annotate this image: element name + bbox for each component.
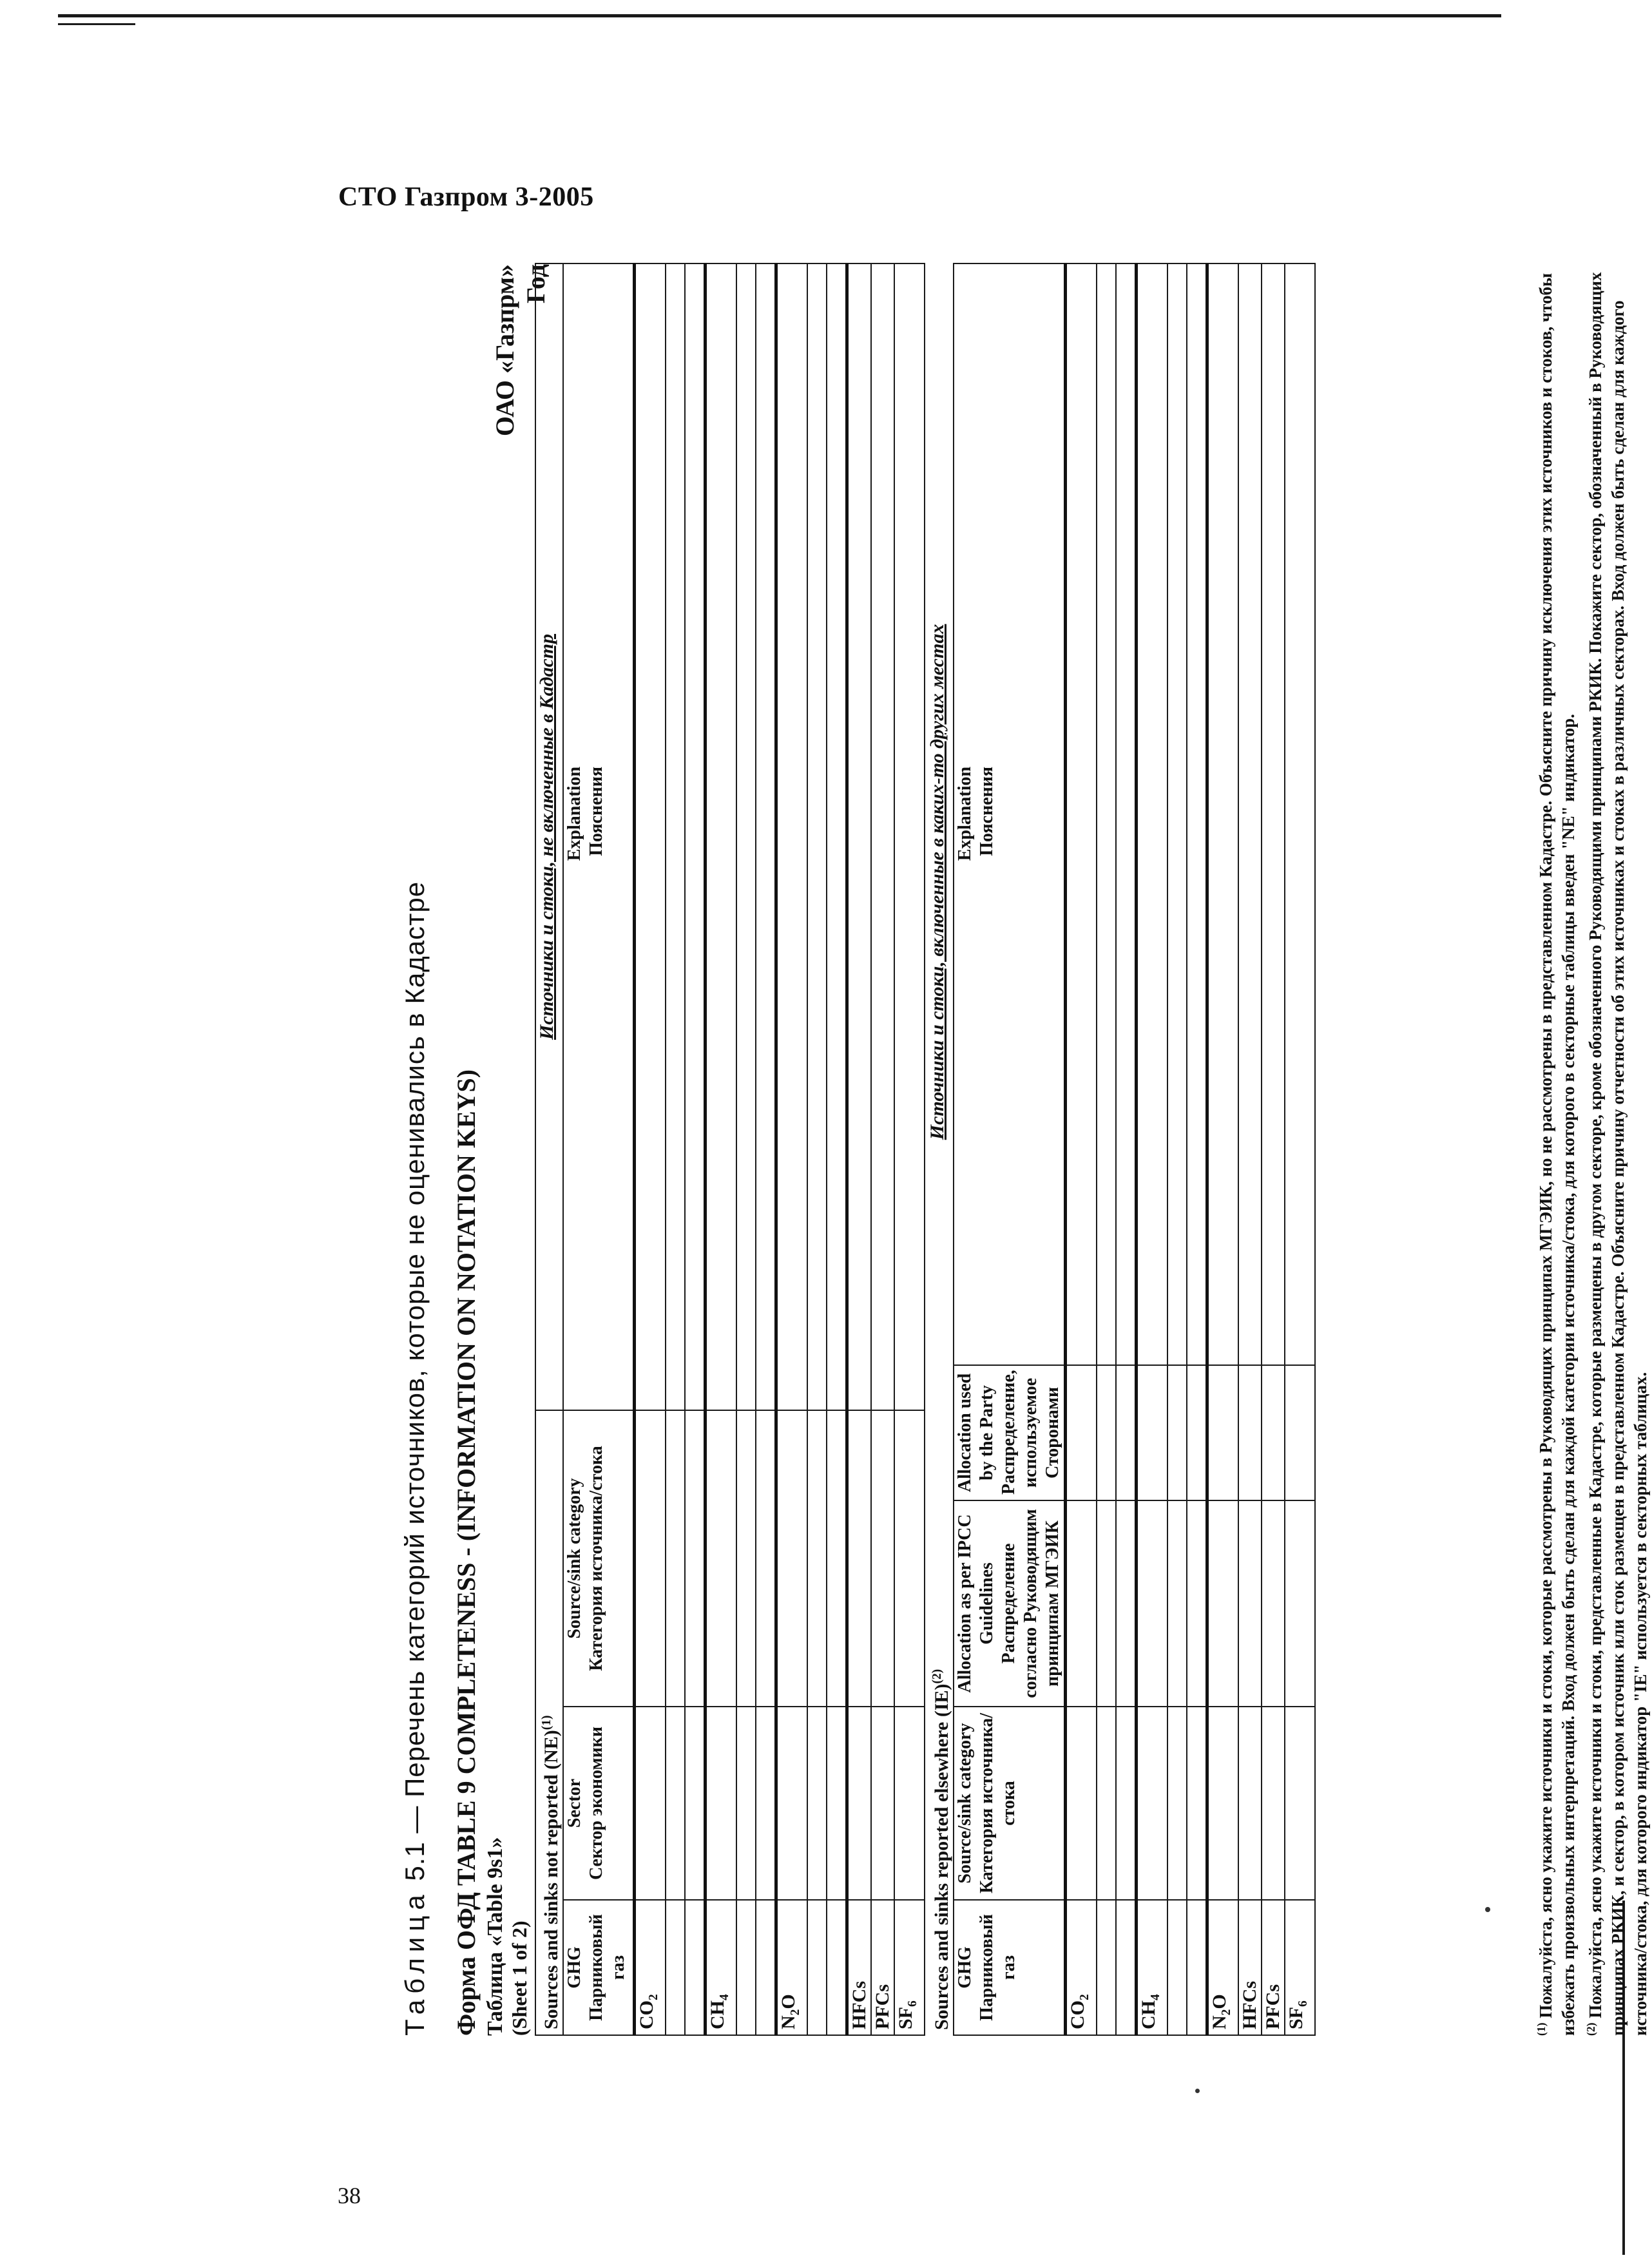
table-row — [1187, 263, 1207, 2035]
sheet-label: (Sheet 1 of 2) — [508, 1920, 531, 2036]
table-row — [1066, 263, 1097, 2035]
ie-section-title: Sources and sinks reported elsewhere (IE)$^{(2)}$ — [930, 1669, 952, 2030]
ne-section-title: Sources and sinks not reported (NE)$^{(1)}$ — [535, 1410, 563, 2035]
footnotes — [1530, 264, 1652, 2036]
table-row — [736, 263, 756, 2035]
gas-cell: $CO_2$ — [634, 1900, 666, 2035]
table-row — [666, 263, 685, 2035]
gas-cell: $CH_4$ — [1137, 1900, 1168, 2035]
year-label: Год — [521, 264, 550, 304]
company-name: ОАО «Газпрм» — [490, 264, 519, 437]
gas-cell: $CH_4$ — [705, 1900, 736, 2035]
category-column-header: Source/sink category Категория источника/стока — [954, 1707, 1066, 1900]
ie-section-right-title: Источники и стоки, включенные в каких-то других местах — [927, 624, 948, 1140]
ghg-column-header: GHG Парниковый газ — [563, 1900, 634, 2035]
gas-cell: $SF_6$ — [894, 1900, 925, 2035]
ie-sources-table — [927, 263, 1316, 2036]
gas-cell: PFCs — [871, 1900, 894, 2035]
table-row — [685, 263, 706, 2035]
table-row — [871, 263, 894, 2035]
table-row — [1238, 263, 1262, 2035]
table-row — [1167, 263, 1187, 2035]
table-row — [1285, 263, 1315, 2035]
table-row — [1137, 263, 1168, 2035]
table-row — [827, 263, 847, 2035]
gas-cell: HFCs — [847, 1900, 871, 2035]
table-row — [705, 263, 736, 2035]
table-row — [634, 263, 666, 2035]
table-caption — [399, 881, 430, 2036]
table-caption-text: 5.1 — Перечень категорий источников, которые не оценивались в Кадастре — [399, 881, 430, 1881]
footnote-1: $^{(1)}$ Пожалуйста, ясно укажите источники и стоки, которые рассмотрены в Руководящих принципах МГЭИК, но не рассмотрены в представленном Кадастре. Объясните причину исключения этих источников и стоков, чтобы избежать произвольных интерпретаций. Вход должен быть сделан для каждой категории источника/стока, для которого в секторные таблицы введен "NE" индикатор. — [1535, 273, 1578, 2036]
ghg-column-header: GHG Парниковый газ — [954, 1900, 1066, 2035]
gas-cell: HFCs — [1238, 1900, 1262, 2035]
gas-cell: PFCs — [1262, 1900, 1285, 2035]
table-row — [807, 263, 827, 2035]
form-title: Форма ОФД TABLE 9 COMPLETENESS - (INFORMATION ON NOTATION KEYS) — [452, 1069, 481, 2036]
gas-cell: $N_2O$ — [776, 1900, 807, 2035]
party-allocation-header: Allocation used by the Party Распределение, используемое Сторонами — [954, 1365, 1066, 1500]
document-code: СТО Газпром 3-2005 — [338, 182, 594, 212]
table-caption-prefix: Таблица — [399, 1889, 430, 2036]
page-number: 38 — [338, 2183, 361, 2208]
scan-top-rule — [58, 14, 1501, 17]
table-row — [756, 263, 776, 2035]
table-row — [1116, 263, 1137, 2035]
gas-cell: $SF_6$ — [1285, 1900, 1315, 2035]
explanation-column-header: Explanation Пояснения — [563, 263, 634, 1410]
table-row — [847, 263, 871, 2035]
explanation-column-header: Explanation Пояснения — [954, 263, 1066, 1365]
category-column-header: Source/sink category Категория источника/стока — [563, 1410, 634, 1707]
gas-cell: $N_2O$ — [1207, 1900, 1239, 2035]
sector-column-header: Sector Сектор экономики — [563, 1707, 634, 1900]
scan-top-rule-thin — [58, 23, 135, 25]
gas-cell: $CO_2$ — [1066, 1900, 1097, 2035]
table-row — [1262, 263, 1285, 2035]
rotated-table-sheet — [374, 245, 1650, 2126]
table-row — [1207, 263, 1239, 2035]
ne-section-right-title: Источники и стоки, не включенные в Кадастр — [535, 263, 563, 1410]
footnote-2: $^{(2)}$ Пожалуйста, ясно укажите источники и стоки, представленные в Кадастре, которые размещены в другом секторе, кроме обозначенного Руководящими принципами РКИК. Покажите сектор, обозначенный в Руководящих принципах РКИК, и сектор, в котором источник или сток размещен в представленном Кадастре. Объясните причину отчетности об этих источниках и стоках в различных секторах. Вход должен быть сделан для каждого источника/стока, для которого индикатор "IE" используется в секторных таблицах. — [1584, 272, 1650, 2036]
ne-sources-table — [535, 263, 925, 2036]
ipcc-allocation-header: Allocation as per IPCC Guidelines Распределение согласно Руководящим принципам МГЭИК — [954, 1500, 1066, 1707]
table-row — [1097, 263, 1116, 2035]
table-label: Таблица «Table 9s1» — [483, 1837, 507, 2036]
table-row — [776, 263, 807, 2035]
table-row — [894, 263, 925, 2035]
